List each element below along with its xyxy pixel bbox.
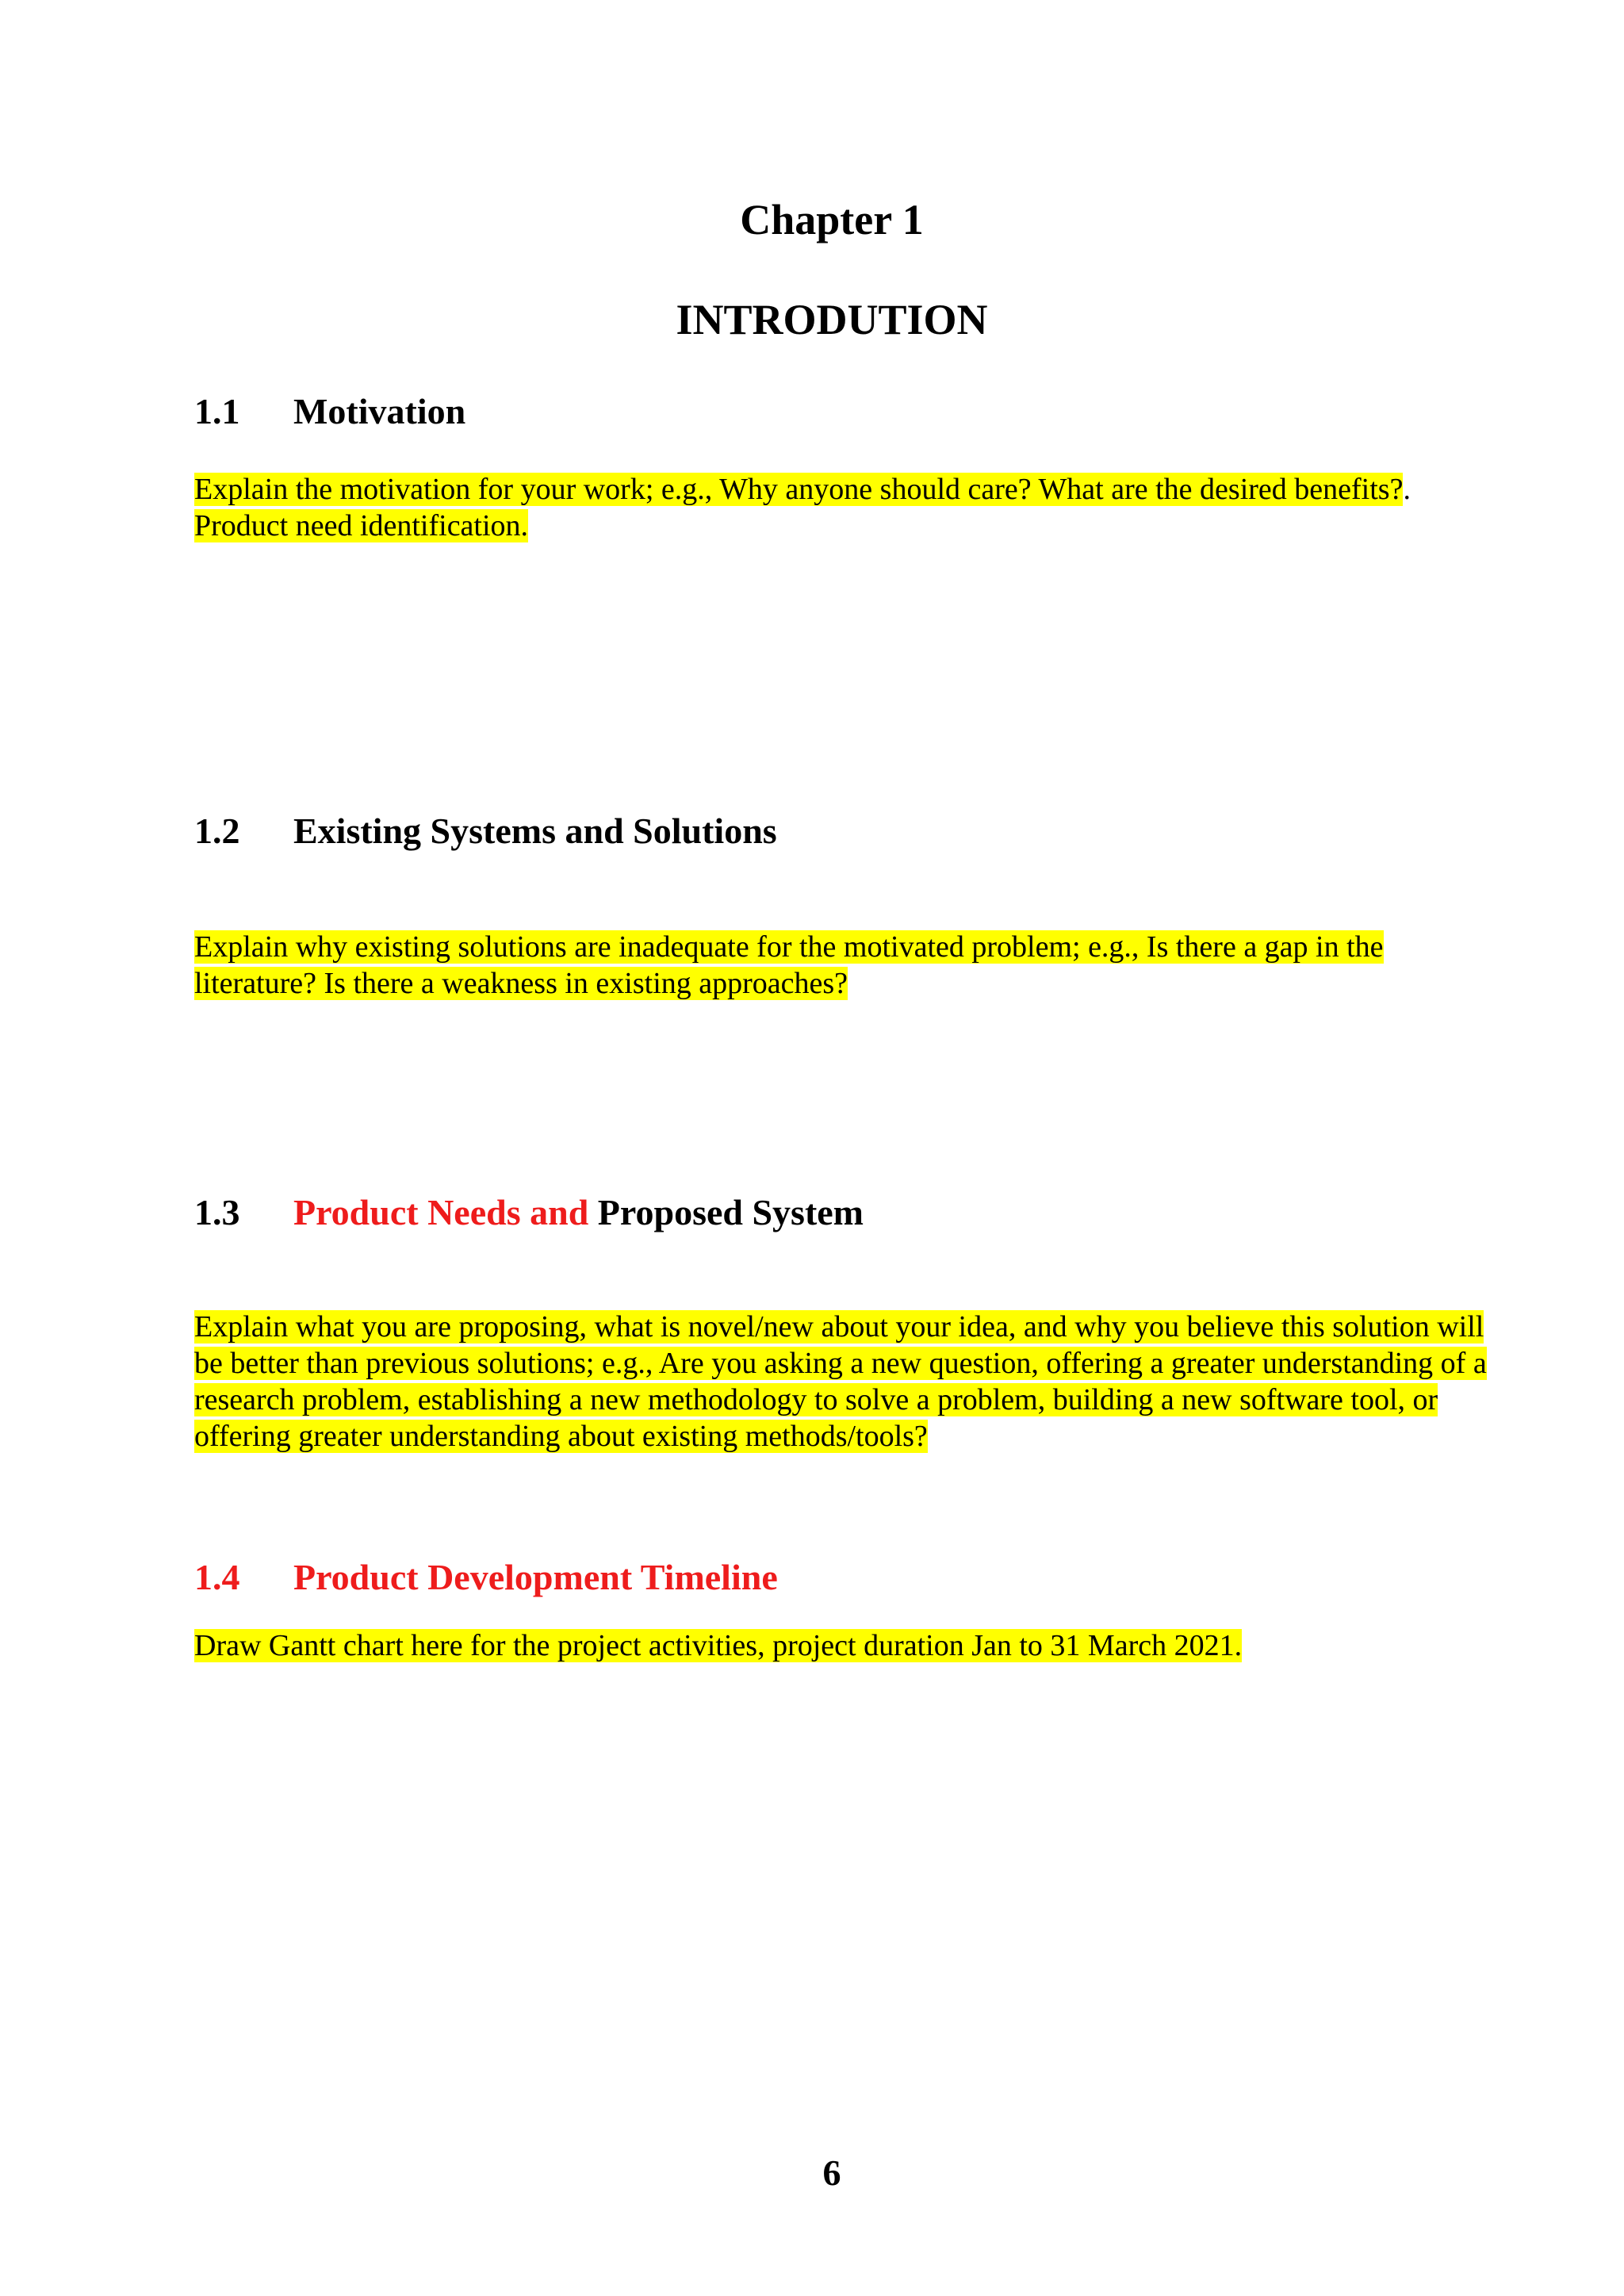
highlighted-text: Draw Gantt chart here for the project activities, project duration Jan to 31 March 2021. — [194, 1629, 1243, 1662]
section-title: Motivation — [293, 391, 466, 431]
section-title-red: Product Needs and — [293, 1192, 589, 1232]
section-number: 1.2 — [194, 811, 240, 851]
section-title-black: Proposed System — [597, 1192, 864, 1232]
section-paragraph-existing-systems — [194, 929, 1495, 1002]
section-paragraph-motivation — [194, 471, 1495, 544]
section-title: Product Development Timeline — [293, 1557, 778, 1597]
page-number: 6 — [822, 2152, 841, 2193]
section-heading-motivation — [194, 393, 465, 430]
section-number: 1.1 — [194, 391, 240, 431]
section-heading-timeline — [194, 1559, 778, 1596]
highlighted-text: Explain what you are proposing, what is novel/new about your idea, and why you believe this solution will be better than previous solutions; e.g., Are you asking a new question, offering a greater understanding of a research problem, establishing a new methodology to solve a problem, building a new software tool, or offering greater understanding about existing methods/tools? — [194, 1310, 1487, 1453]
highlighted-text: Explain the motivation for your work; e.g., Why anyone should care? What are the desired benefits? — [194, 473, 1404, 506]
section-heading-proposed-system — [194, 1194, 864, 1231]
highlighted-text: Explain why existing solutions are inadequate for the motivated problem; e.g., Is there a gap in the literature? Is there a weakness in existing approaches? — [194, 930, 1384, 1000]
paragraph-trailing-punctuation: . — [1403, 473, 1411, 506]
section-number: 1.4 — [194, 1557, 240, 1597]
section-number: 1.3 — [194, 1192, 240, 1232]
chapter-title: INTRODUTION — [676, 296, 988, 343]
section-paragraph-timeline — [194, 1627, 1495, 1664]
highlighted-text: Product need identification. — [194, 509, 529, 542]
section-title: Existing Systems and Solutions — [293, 811, 777, 851]
section-heading-existing-systems — [194, 813, 777, 849]
section-paragraph-proposed-system — [194, 1309, 1495, 1455]
chapter-label: Chapter 1 — [740, 196, 924, 243]
